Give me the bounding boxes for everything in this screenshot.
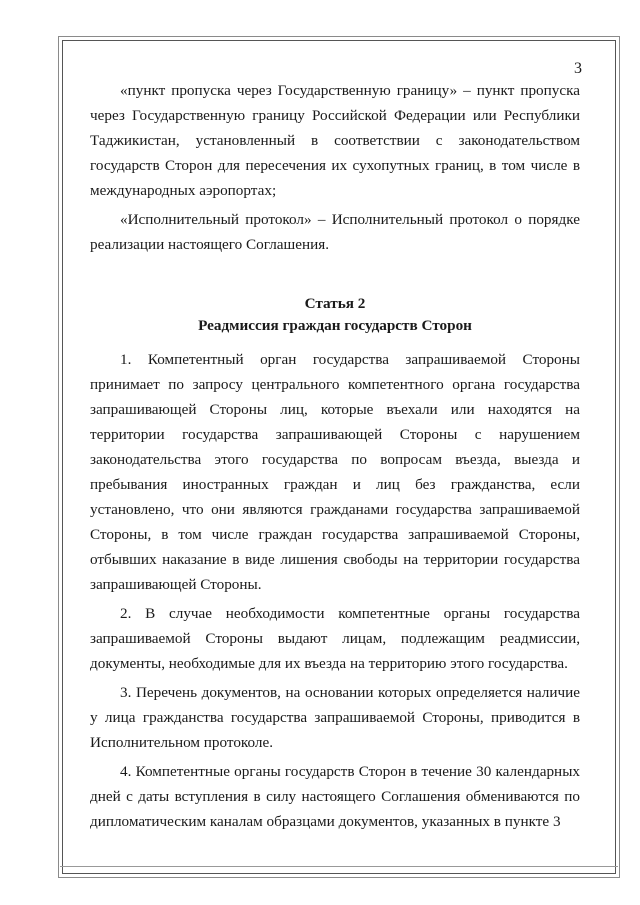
article-paragraph-3: 3. Перечень документов, на основании которых определяется наличие у лица гражданства государства запрашиваемой Стороны, приводится в Исполнительном протоколе. (90, 684, 580, 751)
definition-executive-protocol: «Исполнительный протокол» – Исполнительный протокол о порядке реализации настоящего Соглашения. (90, 211, 580, 253)
article-title: Реадмиссия граждан государств Сторон (198, 317, 472, 334)
document-body (90, 78, 580, 838)
article-number: Статья 2 (304, 295, 366, 312)
definition-checkpoint: «пункт пропуска через Государственную границу» – пункт пропуска через Государственную границу Российской Федерации или Республики Таджикистан, установленный в соответствии с законодательством государств Сторон для пересечения их сухопутных границ, в том числе в международных аэропортах; (90, 82, 580, 199)
article-paragraph-4: 4. Компетентные органы государств Сторон в течение 30 календарных дней с даты вступления в силу настоящего Соглашения обмениваются по дипломатическим каналам образцами документов, указанных в пункте 3 (90, 763, 580, 830)
article-heading (90, 293, 580, 337)
article-paragraph-2: 2. В случае необходимости компетентные органы государства запрашиваемой Стороны выдают лицам, подлежащим реадмиссии, документы, необходимые для их въезда на территорию этого государства. (90, 605, 580, 672)
article-paragraph-1: 1. Компетентный орган государства запрашиваемой Стороны принимает по запросу центрального компетентного органа государства запрашивающей Стороны лиц, которые въехали или находятся на территории государства запрашивающей Стороны с нарушением законодательства этого государства по вопросам въезда, выезда и пребывания иностранных граждан и лиц без гражданства, если установлено, что они являются гражданами государства запрашиваемой Стороны, в том числе граждан государства запрашиваемой Стороны, отбывших наказание в виде лишения свободы на территории государства запрашивающей Стороны. (90, 351, 580, 593)
page-number: 3 (574, 60, 582, 77)
bottom-rule (60, 866, 618, 867)
